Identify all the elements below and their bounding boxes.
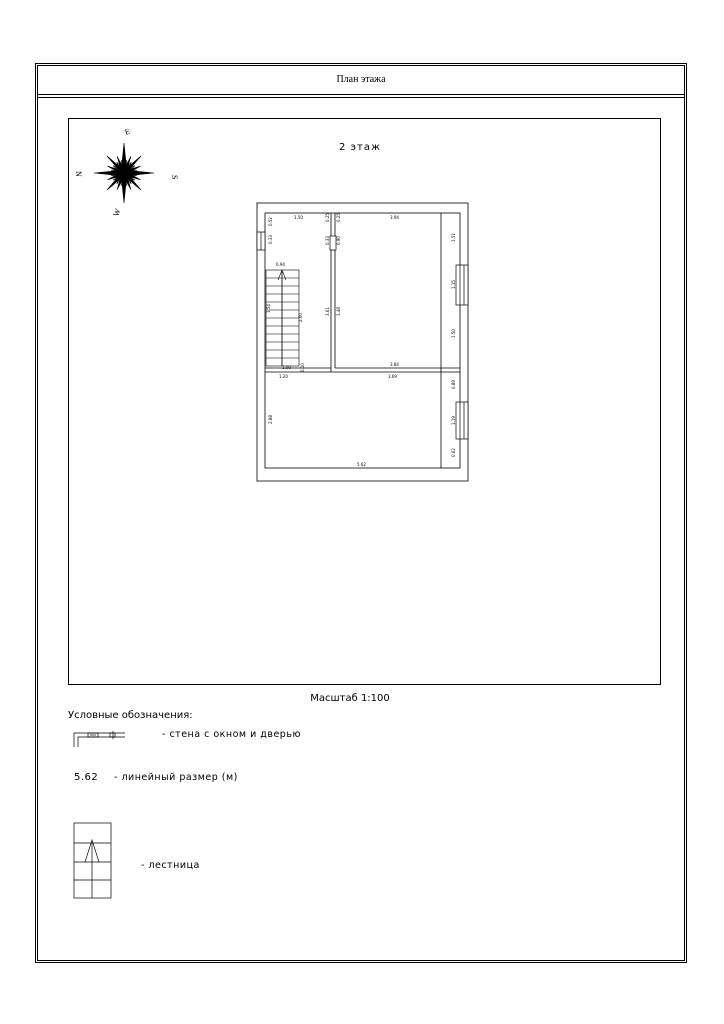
dim-label: 2.00	[298, 313, 303, 322]
dim-label: 3.48	[336, 307, 341, 316]
dim-label: 0.62	[451, 448, 456, 457]
dim-label: 0.89	[451, 380, 456, 389]
windows	[257, 232, 468, 439]
legend-title: Условные обозначения:	[68, 710, 193, 721]
dim-label: 0.90	[336, 236, 341, 245]
legend-stairs-text: - лестница	[141, 860, 200, 871]
dim-label: 3.61	[325, 307, 330, 316]
compass-east: E	[123, 126, 132, 137]
dimension-labels	[266, 213, 456, 467]
sheet-title: План этажа	[336, 74, 386, 85]
dim-label: 2.88	[268, 415, 273, 424]
compass-rose	[74, 127, 179, 218]
dim-label: 0.52	[268, 217, 273, 226]
staircase	[266, 270, 299, 366]
compass-south: S	[170, 175, 179, 180]
legend-dim-sample: 5.62	[74, 772, 99, 783]
dim-label: 3.84	[390, 362, 399, 367]
dim-label: 0.25	[336, 213, 341, 222]
legend-stairs-symbol	[74, 823, 111, 898]
dim-label: 1.50	[451, 329, 456, 338]
dim-label: 1.51	[451, 233, 456, 242]
dim-label: 0.10	[300, 363, 305, 372]
dim-label: 0.94	[276, 262, 285, 267]
dim-label: 0.33	[325, 236, 330, 245]
dim-label: 1.00	[282, 365, 291, 370]
dim-label: 1.54	[266, 304, 271, 313]
dim-label: 1.19	[451, 416, 456, 425]
floor-label: 2 этаж	[339, 142, 381, 153]
dim-label: 0.25	[325, 213, 330, 222]
dim-label: 0.33	[268, 235, 273, 244]
dim-label: 1.50	[294, 215, 303, 220]
dim-label: 1.15	[451, 280, 456, 289]
scale-label: Масштаб 1:100	[310, 693, 390, 704]
legend-dim-text: - линейный размер (м)	[114, 772, 238, 783]
dim-label: 3.94	[390, 215, 399, 220]
dim-label: 5.62	[357, 462, 366, 467]
dim-label: 1.20	[279, 374, 288, 379]
compass-north: N	[74, 171, 83, 177]
legend-wall-text: - стена с окном и дверью	[162, 729, 301, 740]
legend-wall-symbol	[74, 731, 125, 747]
dim-label: 3.69	[388, 374, 397, 379]
compass-west: W	[111, 207, 123, 218]
